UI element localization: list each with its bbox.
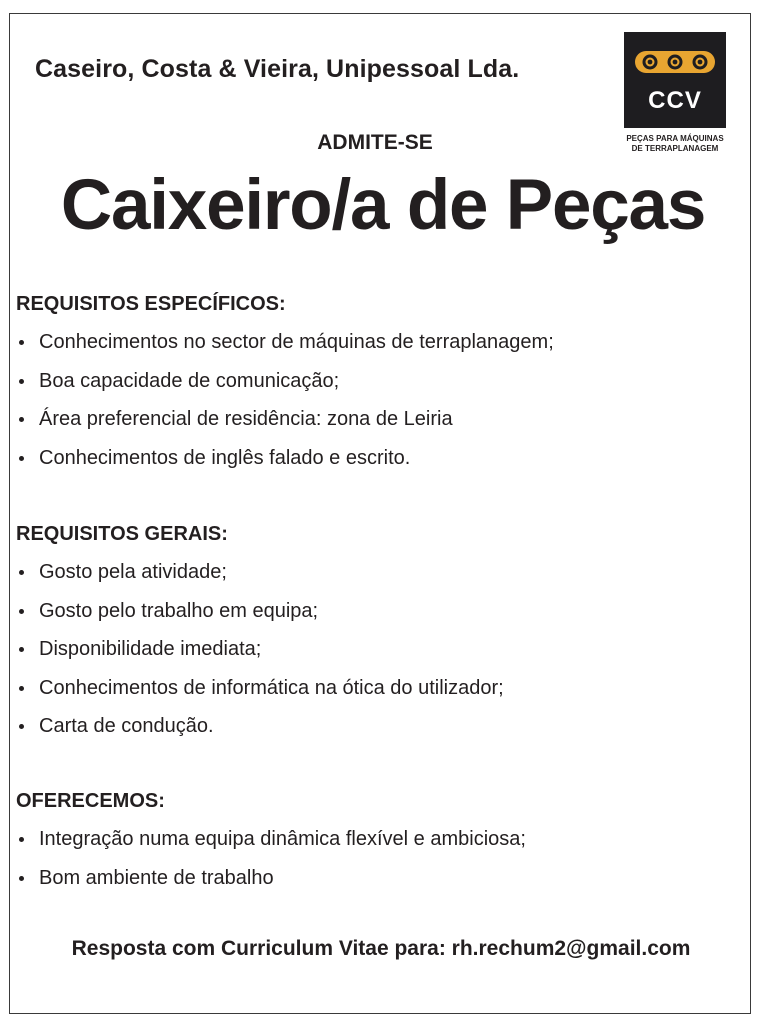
section-heading: REQUISITOS ESPECÍFICOS: (16, 293, 286, 315)
position-title: Caixeiro/a de Peças (60, 166, 706, 245)
announcement-text: ADMITE-SE (317, 131, 433, 154)
section-general-requirements (16, 515, 746, 746)
offer-list (16, 820, 746, 897)
announcement (0, 131, 766, 155)
logo-tagline-line1: PEÇAS PARA MÁQUINAS (626, 134, 724, 143)
contact-line (0, 937, 766, 961)
list-item: Conhecimentos de informática na ótica do utilizador; (16, 669, 746, 708)
requirements-list (16, 323, 746, 477)
section-specific-requirements (16, 285, 746, 477)
list-item: Conhecimentos de inglês falado e escrito. (16, 439, 746, 478)
chain-rings-icon (624, 32, 726, 82)
contact-text: Resposta com Curriculum Vitae para: rh.rechum2@gmail.com (71, 937, 691, 960)
logo-tagline-line2: DE TERRAPLANAGEM (631, 144, 719, 153)
company-name: Caseiro, Costa & Vieira, Unipessoal Lda. (35, 55, 520, 83)
requirements-list (16, 553, 746, 746)
logo-text: CCV (648, 87, 702, 114)
list-item: Integração numa equipa dinâmica flexível e ambiciosa; (16, 820, 746, 859)
list-item: Área preferencial de residência: zona de Leiria (16, 400, 746, 439)
section-heading: REQUISITOS GERAIS: (16, 523, 228, 545)
list-item: Carta de condução. (16, 707, 746, 746)
section-heading: OFERECEMOS: (16, 790, 165, 812)
list-item: Gosto pelo trabalho em equipa; (16, 592, 746, 631)
list-item: Boa capacidade de comunicação; (16, 362, 746, 401)
list-item: Disponibilidade imediata; (16, 630, 746, 669)
section-offer (16, 782, 746, 897)
list-item: Gosto pela atividade; (16, 553, 746, 592)
list-item: Bom ambiente de trabalho (16, 859, 746, 898)
list-item: Conhecimentos no sector de máquinas de terraplanagem; (16, 323, 746, 362)
logo-box (624, 32, 726, 128)
